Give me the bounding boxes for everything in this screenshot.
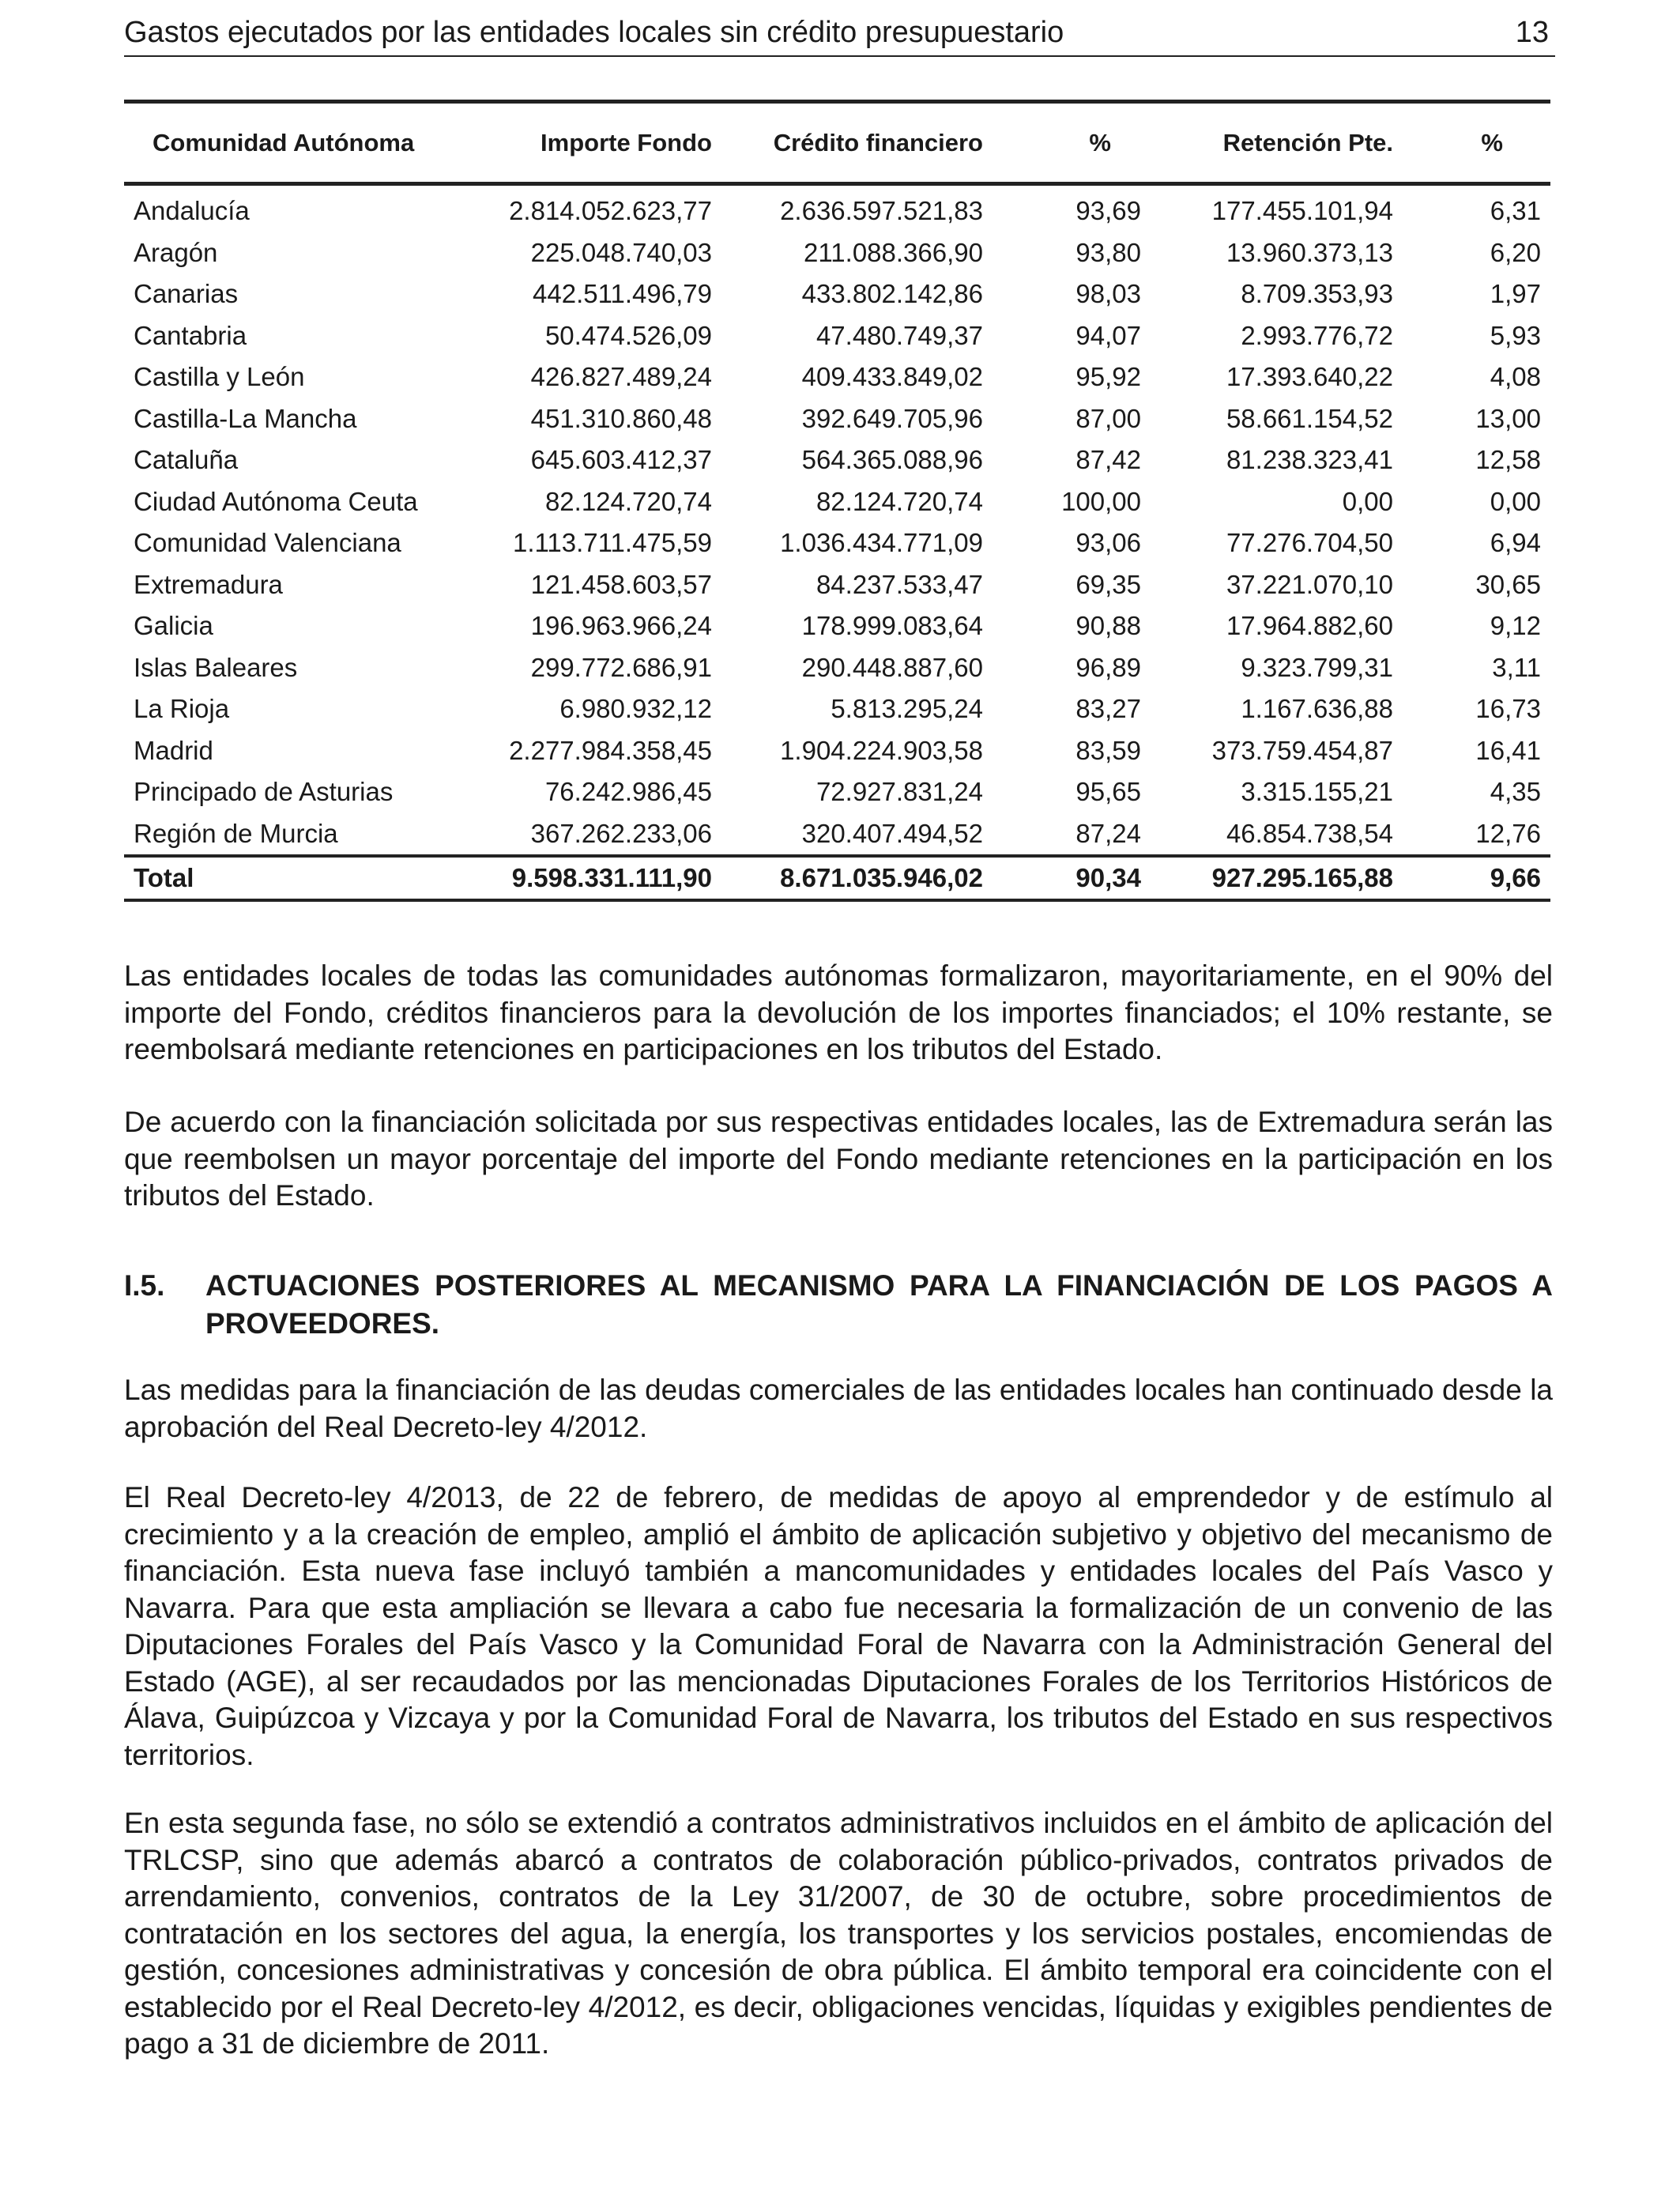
table-cell: 645.603.412,37: [530, 445, 712, 475]
table-cell: 90,88: [1075, 611, 1141, 641]
table-cell: 2.636.597.521,83: [780, 196, 983, 226]
table-row: [124, 273, 1550, 315]
table-cell: 409.433.849,02: [801, 362, 983, 392]
table-cell: 4,35: [1490, 777, 1541, 807]
table-cell: 93,06: [1075, 528, 1141, 558]
table-cell: 8.671.035.946,02: [780, 863, 983, 892]
table-cell: Madrid: [134, 735, 213, 765]
table-cell: 95,92: [1075, 362, 1141, 392]
table-row: [124, 771, 1550, 813]
paragraph: Las medidas para la financiación de las deudas comerciales de las entidades locales han continuado desde la aprobación del Real Decreto-ley 4/2012.: [124, 1374, 1553, 1443]
table-row: [124, 439, 1550, 481]
table-cell: 1.167.636,88: [1241, 694, 1393, 724]
table-cell: 76.242.986,45: [544, 777, 712, 807]
table-cell: 177.455.101,94: [1211, 196, 1393, 226]
table-header-row: [124, 102, 1550, 184]
table-cell: 72.927.831,24: [816, 777, 983, 807]
table-cell: Ciudad Autónoma Ceuta: [134, 486, 418, 516]
table-cell: 30,65: [1475, 569, 1541, 599]
table-cell: 433.802.142,86: [801, 279, 983, 309]
table-cell: 96,89: [1075, 652, 1141, 682]
table-cell: Castilla-La Mancha: [134, 403, 357, 433]
table-cell: 83,27: [1075, 694, 1141, 724]
table-cell: 442.511.496,79: [533, 279, 712, 309]
table-cell: 83,59: [1075, 735, 1141, 765]
table-cell: 196.963.966,24: [530, 611, 712, 641]
table-cell: 9.598.331.111,90: [511, 863, 712, 892]
table-cell: 6,20: [1490, 237, 1541, 267]
table-cell: 90,34: [1075, 863, 1141, 892]
table-cell: 178.999.083,64: [801, 611, 983, 641]
page-number: 13: [1515, 16, 1549, 49]
table-cell: 58.661.154,52: [1226, 403, 1393, 433]
table-row: [124, 605, 1550, 647]
table-cell: 225.048.740,03: [530, 237, 712, 267]
column-header: Importe Fondo: [541, 128, 712, 156]
table-cell: 927.295.165,88: [1211, 863, 1393, 892]
table-row: [124, 564, 1550, 606]
table-cell: Castilla y León: [134, 362, 305, 392]
table-cell: 3,11: [1492, 652, 1541, 682]
table-cell: 1.113.711.475,59: [512, 528, 712, 558]
table-cell: 2.277.984.358,45: [509, 735, 712, 765]
table-cell: La Rioja: [134, 694, 230, 724]
table-cell: 93,69: [1075, 196, 1141, 226]
table-cell: 9,66: [1490, 863, 1541, 892]
table-cell: 37.221.070,10: [1226, 569, 1393, 599]
table-cell: Cantabria: [134, 320, 247, 350]
table-cell: 87,24: [1075, 818, 1141, 848]
table-cell: 84.237.533,47: [816, 569, 983, 599]
table-cell: Extremadura: [134, 569, 283, 599]
table-total-row: [124, 856, 1550, 900]
table-cell: 93,80: [1075, 237, 1141, 267]
column-header: Crédito financiero: [773, 128, 983, 156]
table-cell: 3.315.155,21: [1241, 777, 1393, 807]
table-cell: 392.649.705,96: [801, 403, 983, 433]
table-cell: 16,73: [1475, 694, 1541, 724]
table-cell: 17.393.640,22: [1226, 362, 1393, 392]
table-cell: 6,94: [1490, 528, 1541, 558]
table-cell: 87,42: [1075, 445, 1141, 475]
section-heading: [124, 1267, 1553, 1346]
header-title: Gastos ejecutados por las entidades locales sin crédito presupuestario: [124, 16, 1064, 49]
table-cell: 299.772.686,91: [530, 652, 712, 682]
table-cell: 2.814.052.623,77: [509, 196, 712, 226]
table-cell: Andalucía: [134, 196, 250, 226]
table-cell: 1,97: [1490, 279, 1541, 309]
table-cell: 1.036.434.771,09: [780, 528, 983, 558]
section-title: ACTUACIONES POSTERIORES AL MECANISMO PARA LA FINANCIACIÓN DE LOS PAGOS A PROVEEDORES.: [205, 1269, 1553, 1340]
table-cell: 4,08: [1490, 362, 1541, 392]
table-cell: 6.980.932,12: [559, 694, 712, 724]
table-cell: 5,93: [1490, 320, 1541, 350]
column-header: %: [1481, 128, 1503, 156]
table-cell: 211.088.366,90: [804, 237, 983, 267]
table-cell: 47.480.749,37: [816, 320, 983, 350]
table-cell: 8.709.353,93: [1241, 279, 1393, 309]
paragraph: En esta segunda fase, no sólo se extendió a contratos administrativos incluidos en el ámbito de aplicación del TRLCSP, sino que además abarcó a contratos de colaboración público-privados, contratos privados de arrendamiento, convenios, contratos de la Ley 31/2007, de 30 de octubre, sobre procedimientos de contratación en los sectores del agua, la energía, los transportes y los servicios postales, encomiendas de gestión, concesiones administrativas y concesión de obra pública. El ámbito temporal era coincidente con el establecido por el Real Decreto-ley 4/2012, es decir, obligaciones vencidas, líquidas y exigibles pendientes de pago a 31 de diciembre de 2011.: [124, 1807, 1553, 2060]
table-cell: Principado de Asturias: [134, 777, 394, 807]
table-cell: 367.262.233,06: [530, 818, 712, 848]
table-cell: Aragón: [134, 237, 218, 267]
table-cell: 16,41: [1475, 735, 1541, 765]
table-cell: 290.448.887,60: [801, 652, 983, 682]
table-cell: 77.276.704,50: [1226, 528, 1393, 558]
table-row: [124, 398, 1550, 440]
table-cell: 100,00: [1061, 486, 1141, 516]
table-cell: 98,03: [1075, 279, 1141, 309]
table-cell: 82.124.720,74: [544, 486, 712, 516]
table-cell: 87,00: [1075, 403, 1141, 433]
table-cell: 320.407.494,52: [801, 818, 983, 848]
column-header: Retención Pte.: [1222, 128, 1393, 156]
table-cell: 9,12: [1490, 611, 1541, 641]
table-cell: Islas Baleares: [134, 652, 298, 682]
table-cell: 426.827.489,24: [530, 362, 712, 392]
funding-table: [124, 100, 1550, 902]
table-cell: 451.310.860,48: [530, 403, 712, 433]
table-cell: 373.759.454,87: [1211, 735, 1393, 765]
table-cell: Total: [134, 863, 194, 892]
page-header: [124, 14, 1555, 57]
table-cell: 2.993.776,72: [1241, 320, 1393, 350]
table-cell: 95,65: [1075, 777, 1141, 807]
table-cell: 121.458.603,57: [530, 569, 712, 599]
table-cell: 12,58: [1475, 445, 1541, 475]
table-cell: Región de Murcia: [134, 818, 338, 848]
table-cell: 0,00: [1342, 486, 1393, 516]
table-cell: 6,31: [1490, 196, 1541, 226]
table-cell: 12,76: [1475, 818, 1541, 848]
paragraph: El Real Decreto-ley 4/2013, de 22 de febrero, de medidas de apoyo al emprendedor y de estímulo al crecimiento y a la creación de empleo, amplió el ámbito de aplicación subjetivo y objetivo del mecanismo de financiación. Esta nueva fase incluyó también a mancomunidades y entidades locales del País Vasco y Navarra. Para que esta ampliación se llevara a cabo fue necesaria la formalización de un convenio de las Diputaciones Forales del País Vasco y la Comunidad Foral de Navarra con la Administración General del Estado (AGE), al ser recaudados por las mencionadas Diputaciones Forales de los Territorios Históricos de Álava, Guipúzcoa y Vizcaya y por la Comunidad Foral de Navarra, los tributos del Estado en sus respectivos territorios.: [124, 1481, 1553, 1771]
table-row: [124, 730, 1550, 772]
table-cell: Cataluña: [134, 445, 239, 475]
table-row: [124, 813, 1550, 857]
table-row: [124, 688, 1550, 730]
table-cell: Comunidad Valenciana: [134, 528, 401, 558]
paragraph: De acuerdo con la financiación solicitada por sus respectivas entidades locales, las de Extremadura serán las que reembolsen un mayor porcentaje del importe del Fondo mediante retenciones en la participación en los tributos del Estado.: [124, 1106, 1553, 1212]
table-cell: 50.474.526,09: [544, 320, 712, 350]
table-cell: 1.904.224.903,58: [780, 735, 983, 765]
table-cell: 5.813.295,24: [831, 694, 983, 724]
table-row: [124, 356, 1550, 398]
section-number: I.5.: [124, 1269, 165, 1302]
table-row: [124, 647, 1550, 689]
table-row: [124, 315, 1550, 357]
table-cell: 13,00: [1475, 403, 1541, 433]
paragraph: Las entidades locales de todas las comunidades autónomas formalizaron, mayoritariamente, en el 90% del importe del Fondo, créditos financieros para la devolución de los importes financiados; el 10% restante, se reembolsará mediante retenciones en participaciones en los tributos del Estado.: [124, 959, 1553, 1065]
table-cell: 564.365.088,96: [801, 445, 983, 475]
table-cell: 46.854.738,54: [1226, 818, 1393, 848]
column-header: Comunidad Autónoma: [153, 128, 415, 156]
table-cell: 69,35: [1075, 569, 1141, 599]
table-row: [124, 184, 1550, 232]
table-cell: 9.323.799,31: [1241, 652, 1393, 682]
table-cell: Galicia: [134, 611, 213, 641]
table-cell: 0,00: [1490, 486, 1541, 516]
table-row: [124, 232, 1550, 274]
table-cell: 94,07: [1075, 320, 1141, 350]
column-header: %: [1089, 128, 1111, 156]
table-cell: 82.124.720,74: [816, 486, 983, 516]
table-row: [124, 481, 1550, 523]
table-cell: 81.238.323,41: [1226, 445, 1393, 475]
table-cell: 13.960.373,13: [1226, 237, 1393, 267]
table-cell: 17.964.882,60: [1226, 611, 1393, 641]
table-row: [124, 522, 1550, 564]
table-cell: Canarias: [134, 279, 239, 309]
